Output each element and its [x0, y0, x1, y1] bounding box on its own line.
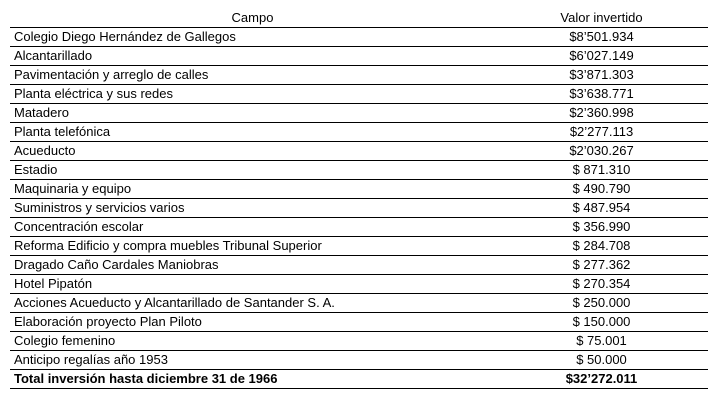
table-body	[10, 28, 708, 370]
cell-valor: $ 277.362	[495, 256, 708, 275]
table-row	[10, 28, 708, 47]
cell-valor: $3’638.771	[495, 85, 708, 104]
table-row	[10, 199, 708, 218]
cell-valor: $ 490.790	[495, 180, 708, 199]
cell-campo: Colegio femenino	[10, 332, 495, 351]
cell-valor: $ 250.000	[495, 294, 708, 313]
table-row	[10, 161, 708, 180]
table-row	[10, 180, 708, 199]
table-row	[10, 218, 708, 237]
cell-campo: Suministros y servicios varios	[10, 199, 495, 218]
cell-campo: Anticipo regalías año 1953	[10, 351, 495, 370]
table-row	[10, 66, 708, 85]
cell-valor: $ 284.708	[495, 237, 708, 256]
table-row	[10, 294, 708, 313]
cell-valor: $ 50.000	[495, 351, 708, 370]
investment-table	[10, 8, 708, 389]
cell-valor: $8’501.934	[495, 28, 708, 47]
total-label: Total inversión hasta diciembre 31 de 1966	[10, 370, 495, 389]
table-row	[10, 275, 708, 294]
table-row	[10, 123, 708, 142]
cell-campo: Matadero	[10, 104, 495, 123]
cell-valor: $6’027.149	[495, 47, 708, 66]
total-row	[10, 370, 708, 389]
cell-valor: $ 871.310	[495, 161, 708, 180]
cell-campo: Alcantarillado	[10, 47, 495, 66]
cell-valor: $ 270.354	[495, 275, 708, 294]
table-row	[10, 256, 708, 275]
cell-campo: Maquinaria y equipo	[10, 180, 495, 199]
cell-campo: Hotel Pipatón	[10, 275, 495, 294]
total-value: $32’272.011	[495, 370, 708, 389]
header-valor-invertido: Valor invertido	[495, 8, 708, 28]
cell-valor: $ 487.954	[495, 199, 708, 218]
cell-campo: Concentración escolar	[10, 218, 495, 237]
investment-table-container	[10, 8, 708, 389]
cell-valor: $2’030.267	[495, 142, 708, 161]
cell-valor: $3’871.303	[495, 66, 708, 85]
cell-campo: Estadio	[10, 161, 495, 180]
cell-campo: Planta eléctrica y sus redes	[10, 85, 495, 104]
table-row	[10, 47, 708, 66]
cell-valor: $ 75.001	[495, 332, 708, 351]
table-row	[10, 351, 708, 370]
cell-campo: Dragado Caño Cardales Maniobras	[10, 256, 495, 275]
table-row	[10, 237, 708, 256]
table-header-row	[10, 8, 708, 28]
table-row	[10, 332, 708, 351]
cell-campo: Planta telefónica	[10, 123, 495, 142]
cell-campo: Elaboración proyecto Plan Piloto	[10, 313, 495, 332]
table-row	[10, 313, 708, 332]
cell-campo: Reforma Edificio y compra muebles Tribunal Superior	[10, 237, 495, 256]
cell-campo: Acueducto	[10, 142, 495, 161]
cell-valor: $ 150.000	[495, 313, 708, 332]
table-row	[10, 104, 708, 123]
cell-campo: Colegio Diego Hernández de Gallegos	[10, 28, 495, 47]
cell-valor: $2’277.113	[495, 123, 708, 142]
cell-valor: $ 356.990	[495, 218, 708, 237]
header-campo: Campo	[10, 8, 495, 28]
table-row	[10, 142, 708, 161]
cell-valor: $2’360.998	[495, 104, 708, 123]
cell-campo: Pavimentación y arreglo de calles	[10, 66, 495, 85]
cell-campo: Acciones Acueducto y Alcantarillado de Santander S. A.	[10, 294, 495, 313]
table-row	[10, 85, 708, 104]
